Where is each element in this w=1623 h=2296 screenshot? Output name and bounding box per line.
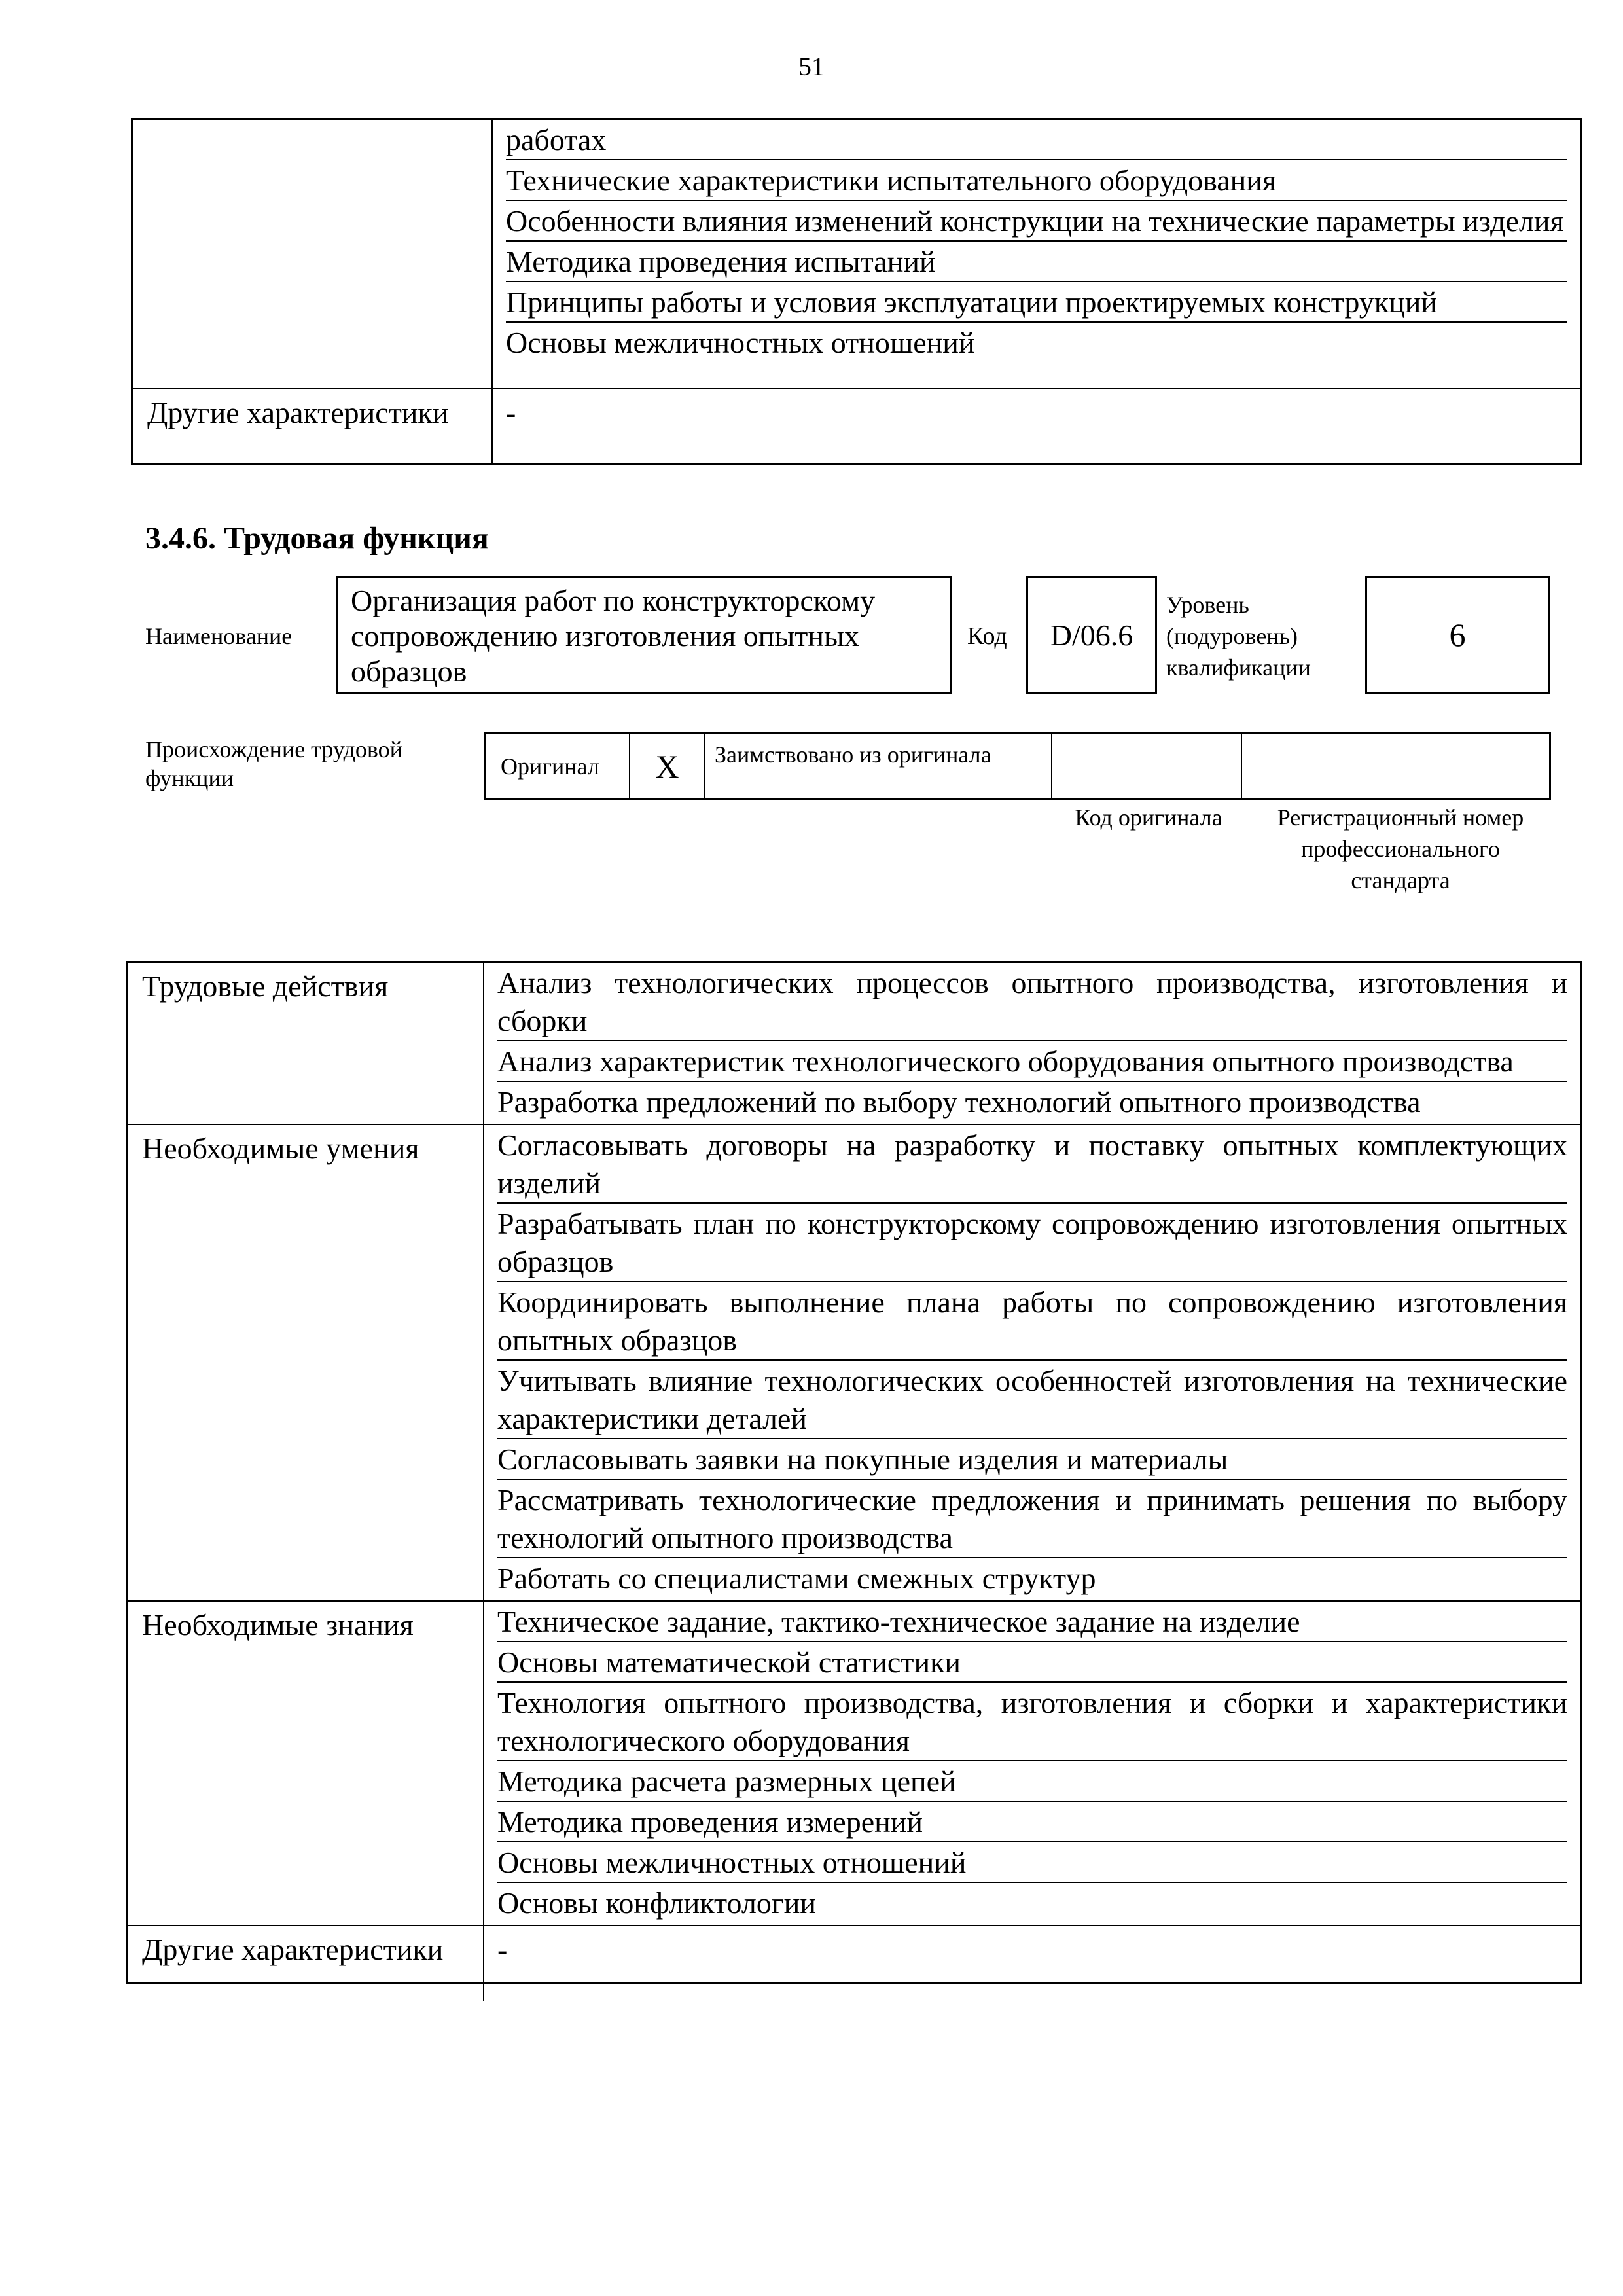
origin-table — [484, 732, 1551, 800]
borrowed-label: Заимствовано из оригинала — [705, 734, 1052, 798]
list-item: Основы межличностных отношений — [497, 1842, 1567, 1883]
other-characteristics-label: Другие характеристики — [128, 1926, 484, 2001]
other-characteristics-row — [133, 388, 1580, 464]
origin-label: Происхождение трудовой функции — [145, 736, 402, 791]
code-value: D/06.6 — [1026, 576, 1157, 694]
list-item: Технические характеристики испытательного оборудования — [506, 160, 1567, 201]
list-item: Основы конфликтологии — [497, 1886, 816, 1920]
labor-actions-row — [128, 963, 1580, 1124]
other-characteristics-value: - — [506, 396, 516, 429]
skills-label: Необходимые умения — [128, 1125, 484, 1600]
skills-list — [484, 1125, 1580, 1600]
knowledge-row — [128, 1600, 1580, 1925]
knowledge-list — [493, 120, 1580, 388]
list-item: Методика расчета размерных цепей — [497, 1761, 1567, 1802]
list-item: Технология опытного производства, изготовления и сборки и характеристики технологического оборудования — [497, 1683, 1567, 1761]
labor-function-table — [126, 961, 1582, 1984]
code-label: Код — [967, 622, 1007, 650]
knowledge-label: Необходимые знания — [128, 1602, 484, 1925]
list-item: Анализ технологических процессов опытного производства, изготовления и сборки — [497, 963, 1567, 1041]
list-item: Особенности влияния изменений конструкции на технические параметры изделия — [506, 201, 1567, 242]
section-title: 3.4.6. Трудовая функция — [145, 521, 489, 556]
list-item: Принципы работы и условия эксплуатации проектируемых конструкций — [506, 282, 1567, 323]
list-item: Методика проведения испытаний — [506, 242, 1567, 282]
list-item: Рассматривать технологические предложения и принимать решения по выбору технологий опытного производства — [497, 1480, 1567, 1558]
original-code-caption: Код оригинала — [1075, 804, 1222, 831]
list-item: Методика проведения измерений — [497, 1802, 1567, 1842]
other-characteristics-value: - — [497, 1933, 508, 1966]
knowledge-label-empty — [133, 120, 493, 388]
list-item: Основы математической статистики — [497, 1642, 1567, 1683]
qualification-level-value: 6 — [1365, 576, 1550, 694]
qualification-level-label: Уровень (подуровень) квалификации — [1166, 592, 1311, 681]
original-mark: X — [630, 734, 705, 798]
function-name-value: Организация работ по конструкторскому сопровождению изготовления опытных образцов — [336, 576, 952, 694]
labor-actions-label: Трудовые действия — [128, 963, 484, 1124]
page-number: 51 — [798, 52, 825, 81]
list-item: Разработка предложений по выбору технологий опытного производства — [497, 1085, 1421, 1119]
list-item: Учитывать влияние технологических особенностей изготовления на технические характеристики деталей — [497, 1361, 1567, 1439]
registration-number-cell — [1242, 734, 1549, 798]
other-characteristics-label: Другие характеристики — [133, 389, 493, 464]
top-requirements-table — [131, 118, 1582, 465]
original-code-cell — [1052, 734, 1242, 798]
list-item: работах — [506, 120, 1567, 160]
list-item: Работать со специалистами смежных структур — [497, 1562, 1096, 1595]
original-label: Оригинал — [486, 734, 630, 798]
list-item: Основы межличностных отношений — [506, 326, 975, 359]
knowledge-list — [484, 1602, 1580, 1925]
list-item: Анализ характеристик технологического оборудования опытного производства — [497, 1041, 1567, 1082]
list-item: Согласовывать договоры на разработку и поставку опытных комплектующих изделий — [497, 1125, 1567, 1204]
list-item: Разрабатывать план по конструкторскому сопровождению изготовления опытных образцов — [497, 1204, 1567, 1282]
skills-row — [128, 1124, 1580, 1600]
other-characteristics-row — [128, 1925, 1580, 2001]
list-item: Техническое задание, тактико-техническое задание на изделие — [497, 1602, 1567, 1642]
registration-number-caption: Регистрационный номер профессионального стандарта — [1277, 804, 1524, 893]
labor-actions-list — [484, 963, 1580, 1124]
list-item: Координировать выполнение плана работы по сопровождению изготовления опытных образцов — [497, 1282, 1567, 1361]
list-item: Согласовывать заявки на покупные изделия и материалы — [497, 1439, 1567, 1480]
knowledge-row — [133, 120, 1580, 388]
name-label: Наименование — [145, 623, 293, 649]
